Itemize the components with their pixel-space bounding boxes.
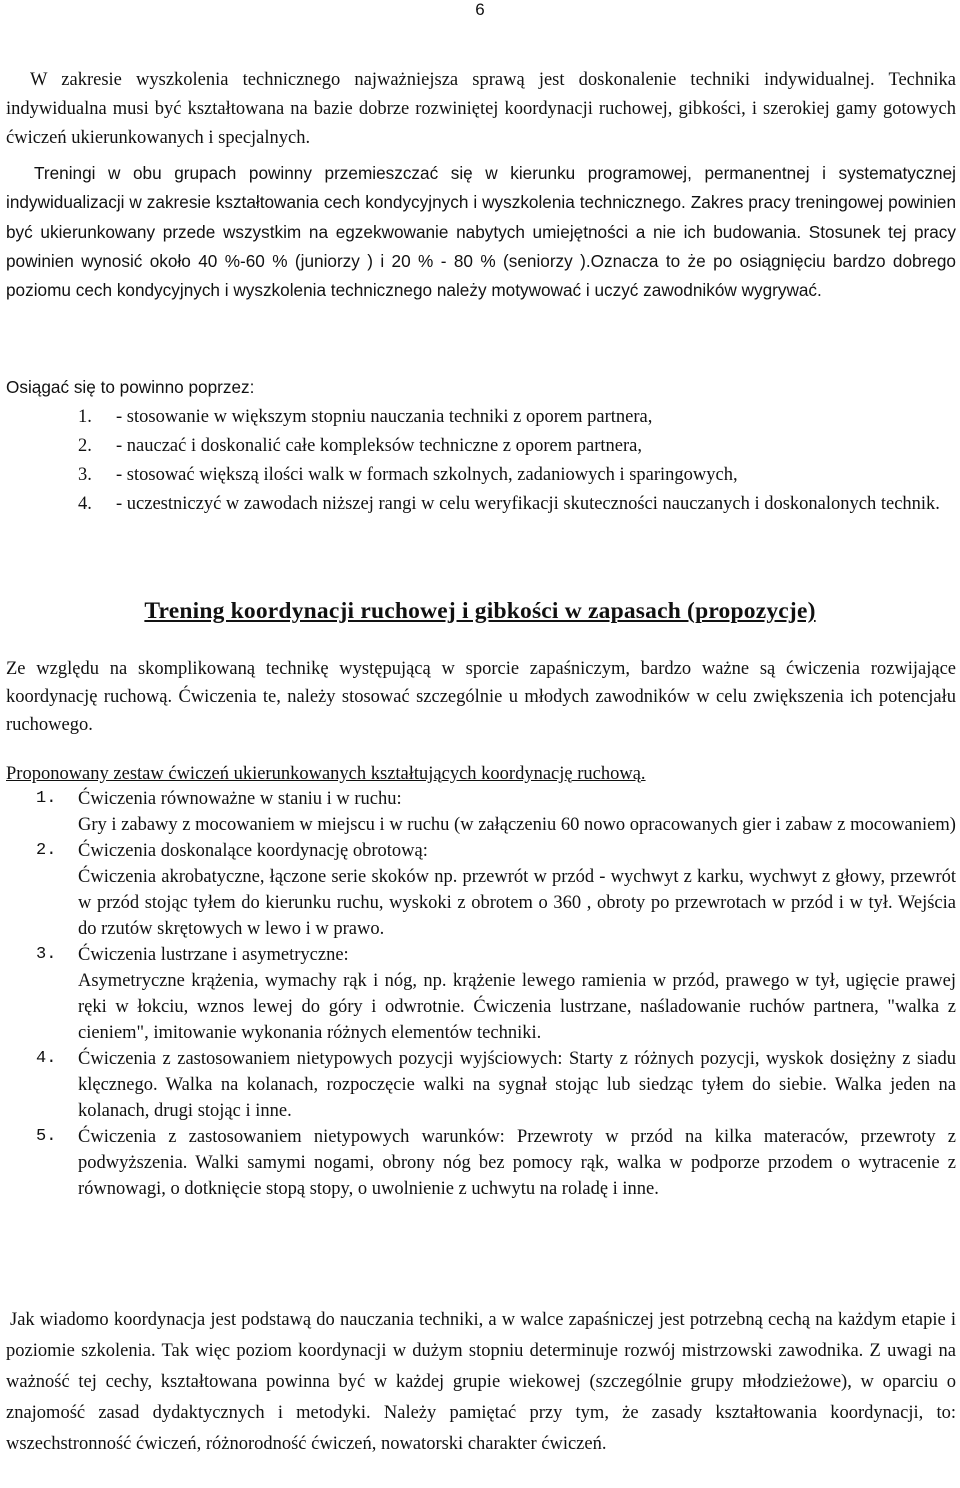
list-item	[78, 403, 950, 432]
section-heading: Trening koordynacji ruchowej i gibkości w zapasach (propozycje)	[144, 598, 816, 624]
exercise-item	[36, 1046, 956, 1124]
exercise-number: 5.	[36, 1127, 57, 1146]
list-item-text: - stosowanie w większym stopniu nauczania techniki z oporem partnera,	[116, 407, 653, 427]
paragraph-technique: W zakresie wyszkolenia technicznego najważniejsza sprawą jest doskonalenie techniki indywidualnej. Technika indywidualna musi być kształtowana na bazie dobrze rozwiniętej koordynacji ruchowej, gibkości, i szerokiej gamy gotowych ćwiczeń ukierunkowanych i specjalnych.	[6, 70, 956, 148]
list-item-number: 1.	[78, 407, 92, 427]
exercise-number: 2.	[36, 841, 57, 860]
list-item-text: - uczestniczyć w zawodach niższej rangi w celu weryfikacji skuteczności nauczanych i doskonalonych technik.	[116, 494, 940, 514]
list-item-number: 4.	[78, 494, 92, 514]
exercise-number: 3.	[36, 945, 57, 964]
paragraph-training-groups: Treningi w obu grupach powinny przemieszczać się w kierunku programowej, permanentnej i systematycznej indywidualizacji w zakresie kształtowania cech kondycyjnych i wyszkolenia technicznego. Zakres pracy treningowej powinien być ukierunkowany przede wszystkim na egzekwowanie nabytych umiejętności a nie ich budowania. Stosunek tej pracy powinien wynosić około 40 %-60 % (juniorzy ) i 20 % - 80 % (seniorzy ).Oznacza to że po osiągnięciu bardzo dobrego poziomu cech kondycyjnych i wyszkolenia technicznego należy motywować i uczyć zawodników wygrywać.	[6, 163, 956, 301]
page-number: 6	[475, 0, 485, 19]
exercise-title: Ćwiczenia lustrzane i asymetryczne:	[78, 945, 349, 965]
exercise-body: Ćwiczenia akrobatyczne, łączone serie skoków np. przewrót w przód - wychwyt z karku, wychwyt z głowy, przewrót w przód stojąc tyłem do kierunku ruchu, wyskoki z obrotem o 360 , obroty po przewrotach w przód i w tył. Wejścia do rzutów skrętowych w lewo i w prawo.	[78, 867, 956, 939]
exercise-item	[36, 838, 956, 942]
exercise-item	[36, 1124, 956, 1202]
exercise-number: 1.	[36, 789, 57, 808]
list-intro: Osiągać się to powinno poprzez:	[6, 377, 255, 397]
list-item	[78, 432, 950, 461]
paragraph-coordination-intro: Ze względu na skomplikowaną technikę występującą w sporcie zapaśniczym, bardzo ważne są ćwiczenia rozwijające koordynację ruchową. Ćwiczenia te, należy stosować szczególnie u młodych zawodników w celu zwiększenia ich potencjału ruchowego.	[6, 659, 956, 735]
exercise-body: Ćwiczenia z zastosowaniem nietypowych warunków: Przewroty w przód na kilka materaców, przewroty z podwyższenia. Walki samymi nogami, obrony nóg bez pomocy rąk, walka w podporze przodem o wytracenie z równowagi, o dotknięcie stopą stopy, o uwolnienie z uchwytu na roladę i inne.	[78, 1127, 956, 1199]
exercise-body: Gry i zabawy z mocowaniem w miejscu i w ruchu (w załączeniu 60 nowo opracowanych gier i zabaw z mocowaniem)	[78, 815, 956, 835]
list-item-number: 2.	[78, 436, 92, 456]
list-item-text: - stosować większą ilości walk w formach szkolnych, zadaniowych i sparingowych,	[116, 465, 738, 485]
exercise-body: Ćwiczenia z zastosowaniem nietypowych pozycji wyjściowych: Starty z różnych pozycji, wyskok dosiężny z siadu klęcznego. Walka na kolanach, rozpoczęcie walki na sygnał stojąc lub siedząc tyłem do siebie. Walka jeden na kolanach, drugi stojąc i inne.	[78, 1049, 956, 1121]
exercise-title: Ćwiczenia doskonalące koordynację obrotową:	[78, 841, 428, 861]
list-item-text: - nauczać i doskonalić całe kompleksów techniczne z oporem partnera,	[116, 436, 642, 456]
paragraph-closing: Jak wiadomo koordynacja jest podstawą do nauczania techniki, a w walce zapaśniczej jest potrzebną cechą na każdym etapie i poziomie szkolenia. Tak więc poziom koordynacji w dużym stopniu determinuje rozwój mistrzowski zawodnika. Z uwagi na ważność tej cechy, kształtowana powinna być w każdej grupie wiekowej (szczególnie grupy młodzieżowe), w oparciu o znajomość zasad dydaktycznych i metodyki. Należy pamiętać przy tym, że zasady kształtowania koordynacji, to: wszechstronność ćwiczeń, różnorodność ćwiczeń, nowatorski charakter ćwiczeń.	[6, 1310, 956, 1454]
exercise-item	[36, 786, 956, 838]
exercise-body: Asymetryczne krążenia, wymachy rąk i nóg, np. krążenie lewego ramienia w przód, prawego w tył, ugięcie prawej ręki w łokciu, wznos lewej do góry i odwrotnie. Ćwiczenia lustrzane, naśladowanie ruchów partnera, "walka z cieniem", imitowanie wykonania różnych elementów techniki.	[78, 971, 956, 1043]
exercise-number: 4.	[36, 1049, 57, 1068]
list-item-number: 3.	[78, 465, 92, 485]
exercise-title: Ćwiczenia równoważne w staniu i w ruchu:	[78, 789, 402, 809]
exercise-item	[36, 942, 956, 1046]
exercise-list	[36, 786, 956, 1202]
list-item	[78, 461, 950, 490]
list-item	[78, 490, 950, 519]
exercise-set-subheading: Proponowany zestaw ćwiczeń ukierunkowanych kształtujących koordynację ruchową.	[6, 764, 646, 784]
methods-list	[78, 403, 950, 519]
